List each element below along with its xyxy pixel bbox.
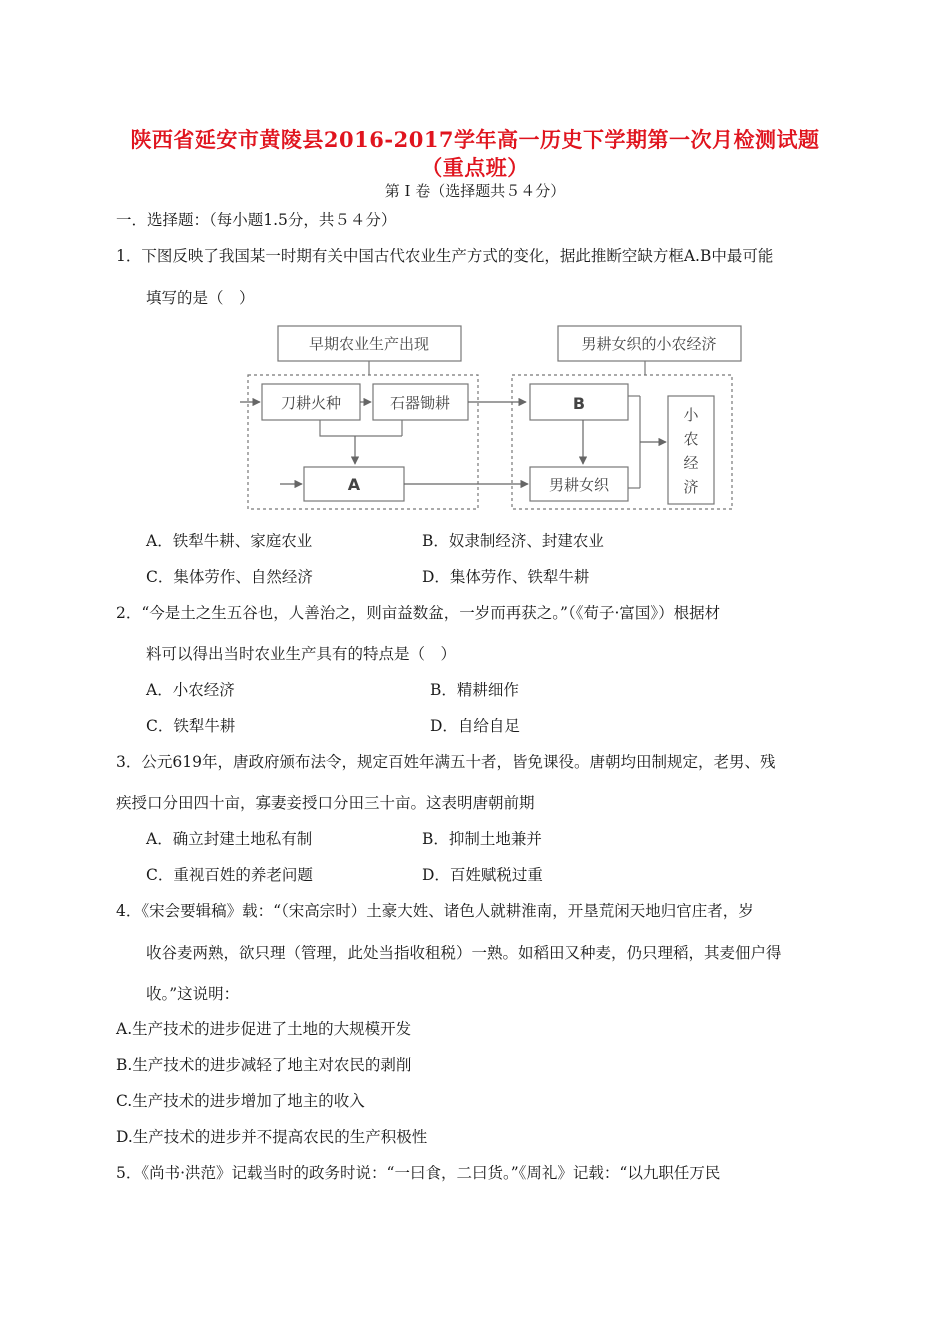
question-5-text: 5．《尚书·洪范》记载当时的政务时说：“一曰食，二曰货。”《周礼》记载：“以九职任万民 <box>116 1164 721 1182</box>
question-3-text-cont: 疾授口分田四十亩，寡妻妾授口分田三十亩。这表明唐朝前期 <box>116 794 535 812</box>
question-1-text-cont: 填写的是（ ） <box>146 289 255 307</box>
question-4-option-a: A.生产技术的进步促进了土地的大规模开发 <box>116 1020 412 1038</box>
question-2-text: 2．“今是土之生五谷也，人善治之，则亩益数盆，一岁而再获之。”（《荀子·富国》）根据材 <box>116 604 721 622</box>
question-4-text: 4．《宋会要辑稿》载：“（宋高宗时）土豪大姓、诸色人就耕淮南，开垦荒闲天地归官庄者，岁 <box>116 902 754 920</box>
question-3-text: 3．公元619年，唐政府颁布法令，规定百姓年满五十者，皆免课役。唐朝均田制规定，老男、残 <box>116 753 776 771</box>
volume-heading: 第 Ⅰ 卷（选择题共５４分） <box>384 182 566 200</box>
question-3-option-a: A．确立封建土地私有制 <box>146 830 313 848</box>
men-farm-women-weave-label: 男耕女织 <box>548 476 610 494</box>
small-peasant-economy-label: 男耕女织的小农经济 <box>581 335 717 353</box>
question-4-option-b: B.生产技术的进步减轻了地主对农民的剥削 <box>116 1056 412 1074</box>
question-4-text-cont: 收谷麦两熟，欲只理（管理，此处当指收租税）一熟。如稻田又种麦，仍只理稻，其麦佃户得 <box>146 944 782 962</box>
agriculture-flow-diagram <box>240 318 760 518</box>
question-2-text-cont: 料可以得出当时农业生产具有的特点是（ ） <box>146 645 457 663</box>
question-1-option-b: B．奴隶制经济、封建农业 <box>422 532 604 550</box>
box-b-label: B <box>572 394 586 413</box>
box-a-label: A <box>347 475 361 494</box>
question-3-option-c: C．重视百姓的养老问题 <box>146 866 313 884</box>
question-3-option-d: D．百姓赋税过重 <box>422 866 543 884</box>
question-1-option-d: D．集体劳作、铁犁牛耕 <box>422 568 590 586</box>
question-2-option-d: D．自给自足 <box>430 717 520 735</box>
exam-title: 陕西省延安市黄陵县2016-2017学年高一历史下学期第一次月检测试题 <box>130 127 820 152</box>
question-2-option-b: B．精耕细作 <box>430 681 519 699</box>
exam-title-suffix: （重点班） <box>421 155 529 180</box>
vertical-char-2: 农 <box>683 430 699 448</box>
vertical-char-3: 经 <box>683 454 699 472</box>
slash-burn-label: 刀耕火种 <box>280 394 342 412</box>
question-4-option-c: C.生产技术的进步增加了地主的收入 <box>116 1092 365 1110</box>
question-1-option-a: A．铁犁牛耕、家庭农业 <box>146 532 313 550</box>
section-heading: 一．选择题：（每小题1.5分，共５４分） <box>116 211 397 229</box>
stone-hoe-label: 石器锄耕 <box>389 394 451 412</box>
question-1-text: 1．下图反映了我国某一时期有关中国古代农业生产方式的变化，据此推断空缺方框A.B中最可能 <box>116 247 774 265</box>
question-4-text-end: 收。”这说明： <box>146 985 240 1003</box>
vertical-char-4: 济 <box>683 478 699 496</box>
question-3-option-b: B．抑制土地兼并 <box>422 830 542 848</box>
question-4-option-d: D.生产技术的进步并不提高农民的生产积极性 <box>116 1128 428 1146</box>
question-1-option-c: C．集体劳作、自然经济 <box>146 568 313 586</box>
early-agriculture-label: 早期农业生产出现 <box>308 335 430 353</box>
right-dashed-group <box>512 375 732 509</box>
question-2-option-c: C．铁犁牛耕 <box>146 717 236 735</box>
vertical-char-1: 小 <box>683 406 699 424</box>
question-2-option-a: A．小农经济 <box>146 681 235 699</box>
